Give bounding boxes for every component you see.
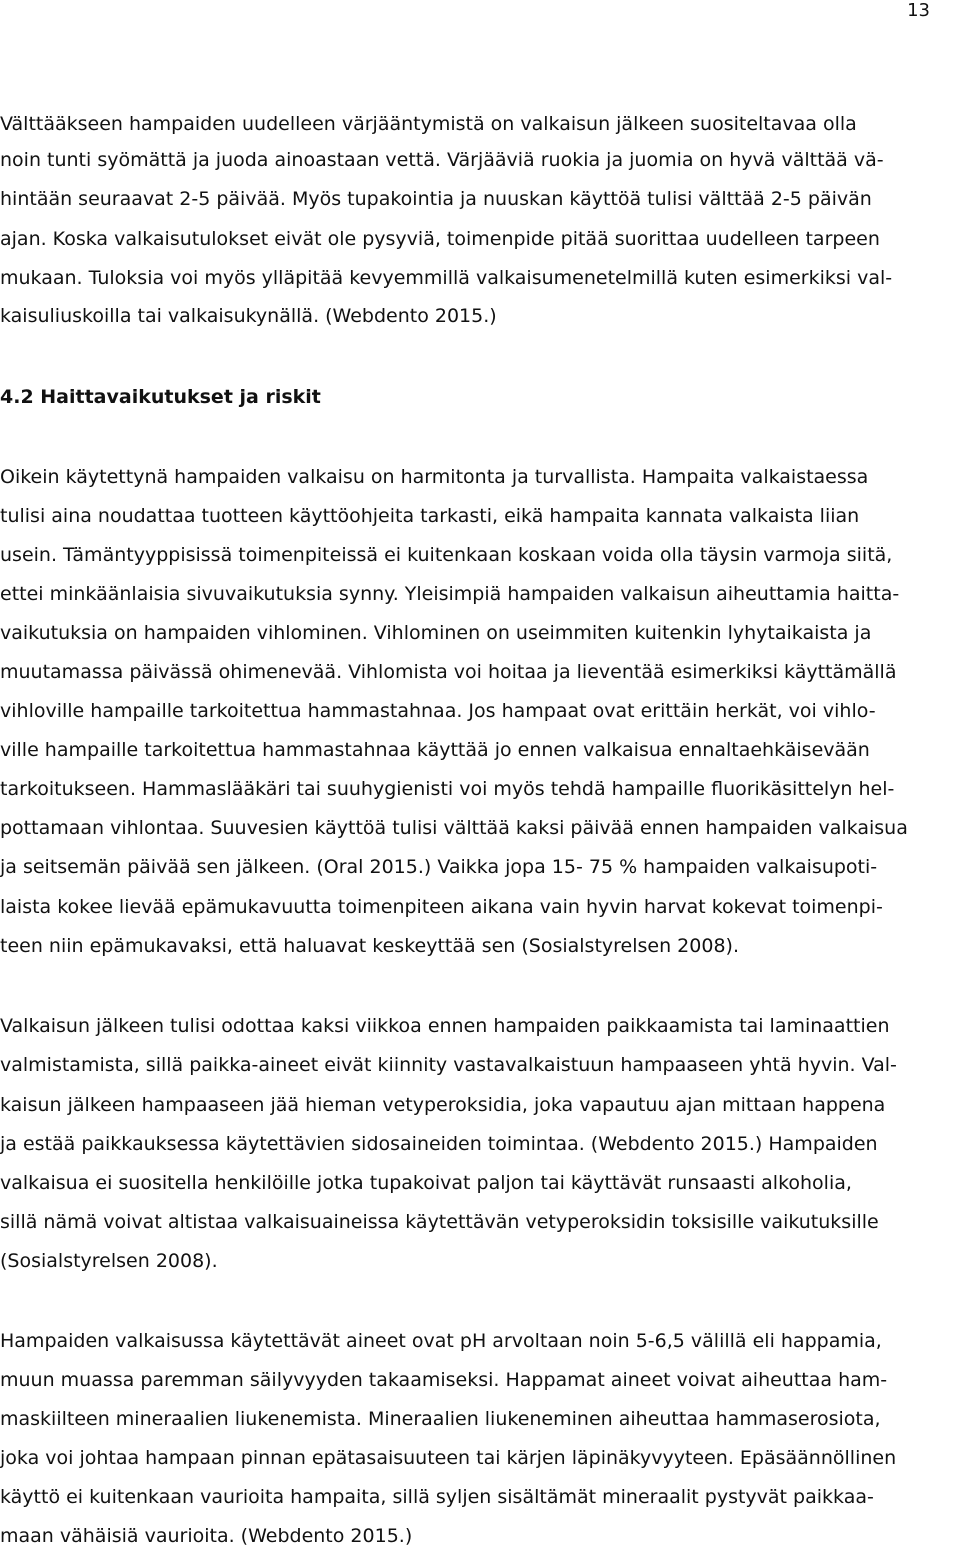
paragraph-4-line-6: maan vähäisiä vaurioita. (Webdento 2015.) [0,1525,413,1547]
paragraph-2-line-1: Oikein käytettynä hampaiden valkaisu on harmitonta ja turvallista. Hampaita valkaistaessa [0,466,869,488]
paragraph-2-line-3: usein. Tämäntyyppisissä toimenpiteissä ei kuitenkaan koskaan voida olla täysin varmoja siitä, [0,544,893,566]
paragraph-2-line-11: ja seitsemän päivää sen jälkeen. (Oral 2015.) Vaikka jopa 15- 75 % hampaiden valkaisupoti- [0,856,878,878]
paragraph-3-line-5: valkaisua ei suositella henkilöille jotka tupakoivat paljon tai käyttävät runsaasti alkoholia, [0,1172,852,1194]
paragraph-1-line-2: noin tunti syömättä ja juoda ainoastaan vettä. Värjääviä ruokia ja juomia on hyvä välttää vä- [0,149,884,171]
paragraph-2-line-8: ville hampaille tarkoitettua hammastahnaa käyttää jo ennen valkaisua ennaltaehkäisevään [0,739,870,761]
paragraph-2-line-2: tulisi aina noudattaa tuotteen käyttöohjeita tarkasti, eikä hampaita kannata valkaista liian [0,505,860,527]
paragraph-3-line-2: valmistamista, sillä paikka-aineet eivät kiinnity vastavalkaistuun hampaaseen yhtä hyvin. Val- [0,1054,897,1076]
paragraph-1-line-1: Välttääkseen hampaiden uudelleen värjääntymistä on valkaisun jälkeen suositeltavaa olla [0,113,857,135]
paragraph-1-line-4: ajan. Koska valkaisutulokset eivät ole pysyviä, toimenpide pitää suorittaa uudelleen tarpeen [0,228,880,250]
paragraph-4-line-4: joka voi johtaa hampaan pinnan epätasaisuuteen tai kärjen läpinäkyvyyteen. Epäsäännöllinen [0,1447,897,1469]
paragraph-4-line-3: maskiilteen mineraalien liukenemista. Mineraalien liukeneminen aiheuttaa hammaserosiota, [0,1408,881,1430]
paragraph-2-line-6: muutamassa päivässä ohimenevää. Vihlomista voi hoitaa ja lieventää esimerkiksi käyttämällä [0,661,897,683]
paragraph-2-line-10: pottamaan vihlontaa. Suuvesien käyttöä tulisi välttää kaksi päivää ennen hampaiden valkaisua [0,817,908,839]
paragraph-1-line-6: kaisuliuskoilla tai valkaisukynällä. (Webdento 2015.) [0,305,497,327]
paragraph-2-line-5: vaikutuksia on hampaiden vihlominen. Vihlominen on useimmiten kuitenkin lyhytaikaista ja [0,622,872,644]
paragraph-4-line-5: käyttö ei kuitenkaan vaurioita hampaita, sillä syljen sisältämät mineraalit pystyvät paikkaa- [0,1486,874,1508]
paragraph-2-line-7: vihloville hampaille tarkoitettua hammastahnaa. Jos hampaat ovat erittäin herkät, voi vihlo- [0,700,876,722]
page-number: 13 [907,0,930,21]
paragraph-3-line-7: (Sosialstyrelsen 2008). [0,1250,218,1272]
paragraph-2-line-12: laista kokee lievää epämukavuutta toimenpiteen aikana vain hyvin harvat kokevat toimenpi- [0,896,883,918]
paragraph-4-line-1: Hampaiden valkaisussa käytettävät aineet ovat pH arvoltaan noin 5-6,5 välillä eli happamia, [0,1330,882,1352]
paragraph-3-line-4: ja estää paikkauksessa käytettävien sidosaineiden toimintaa. (Webdento 2015.) Hampaiden [0,1133,878,1155]
paragraph-3-line-3: kaisun jälkeen hampaaseen jää hieman vetyperoksidia, joka vapautuu ajan mittaan happena [0,1094,886,1116]
paragraph-1-line-3: hintään seuraavat 2-5 päivää. Myös tupakointia ja nuuskan käyttöä tulisi välttää 2-5 päivän [0,188,872,210]
paragraph-3-line-6: sillä nämä voivat altistaa valkaisuaineissa käytettävän vetyperoksidin toksisille vaikutuksille [0,1211,879,1233]
section-heading: 4.2 Haittavaikutukset ja riskit [0,386,321,408]
paragraph-2-line-4: ettei minkäänlaisia sivuvaikutuksia synny. Yleisimpiä hampaiden valkaisun aiheuttamia haitta- [0,583,900,605]
paragraph-2-line-9: tarkoitukseen. Hammaslääkäri tai suuhygienisti voi myös tehdä hampaille fluorikäsittelyn hel- [0,778,895,800]
paragraph-3-line-1: Valkaisun jälkeen tulisi odottaa kaksi viikkoa ennen hampaiden paikkaamista tai laminaattien [0,1015,890,1037]
paragraph-4-line-2: muun muassa paremman säilyvyyden takaamiseksi. Happamat aineet voivat aiheuttaa ham- [0,1369,888,1391]
paragraph-2-line-13: teen niin epämukavaksi, että haluavat keskeyttää sen (Sosialstyrelsen 2008). [0,935,739,957]
paragraph-1-line-5: mukaan. Tuloksia voi myös ylläpitää kevyemmillä valkaisumenetelmillä kuten esimerkiksi val- [0,267,893,289]
